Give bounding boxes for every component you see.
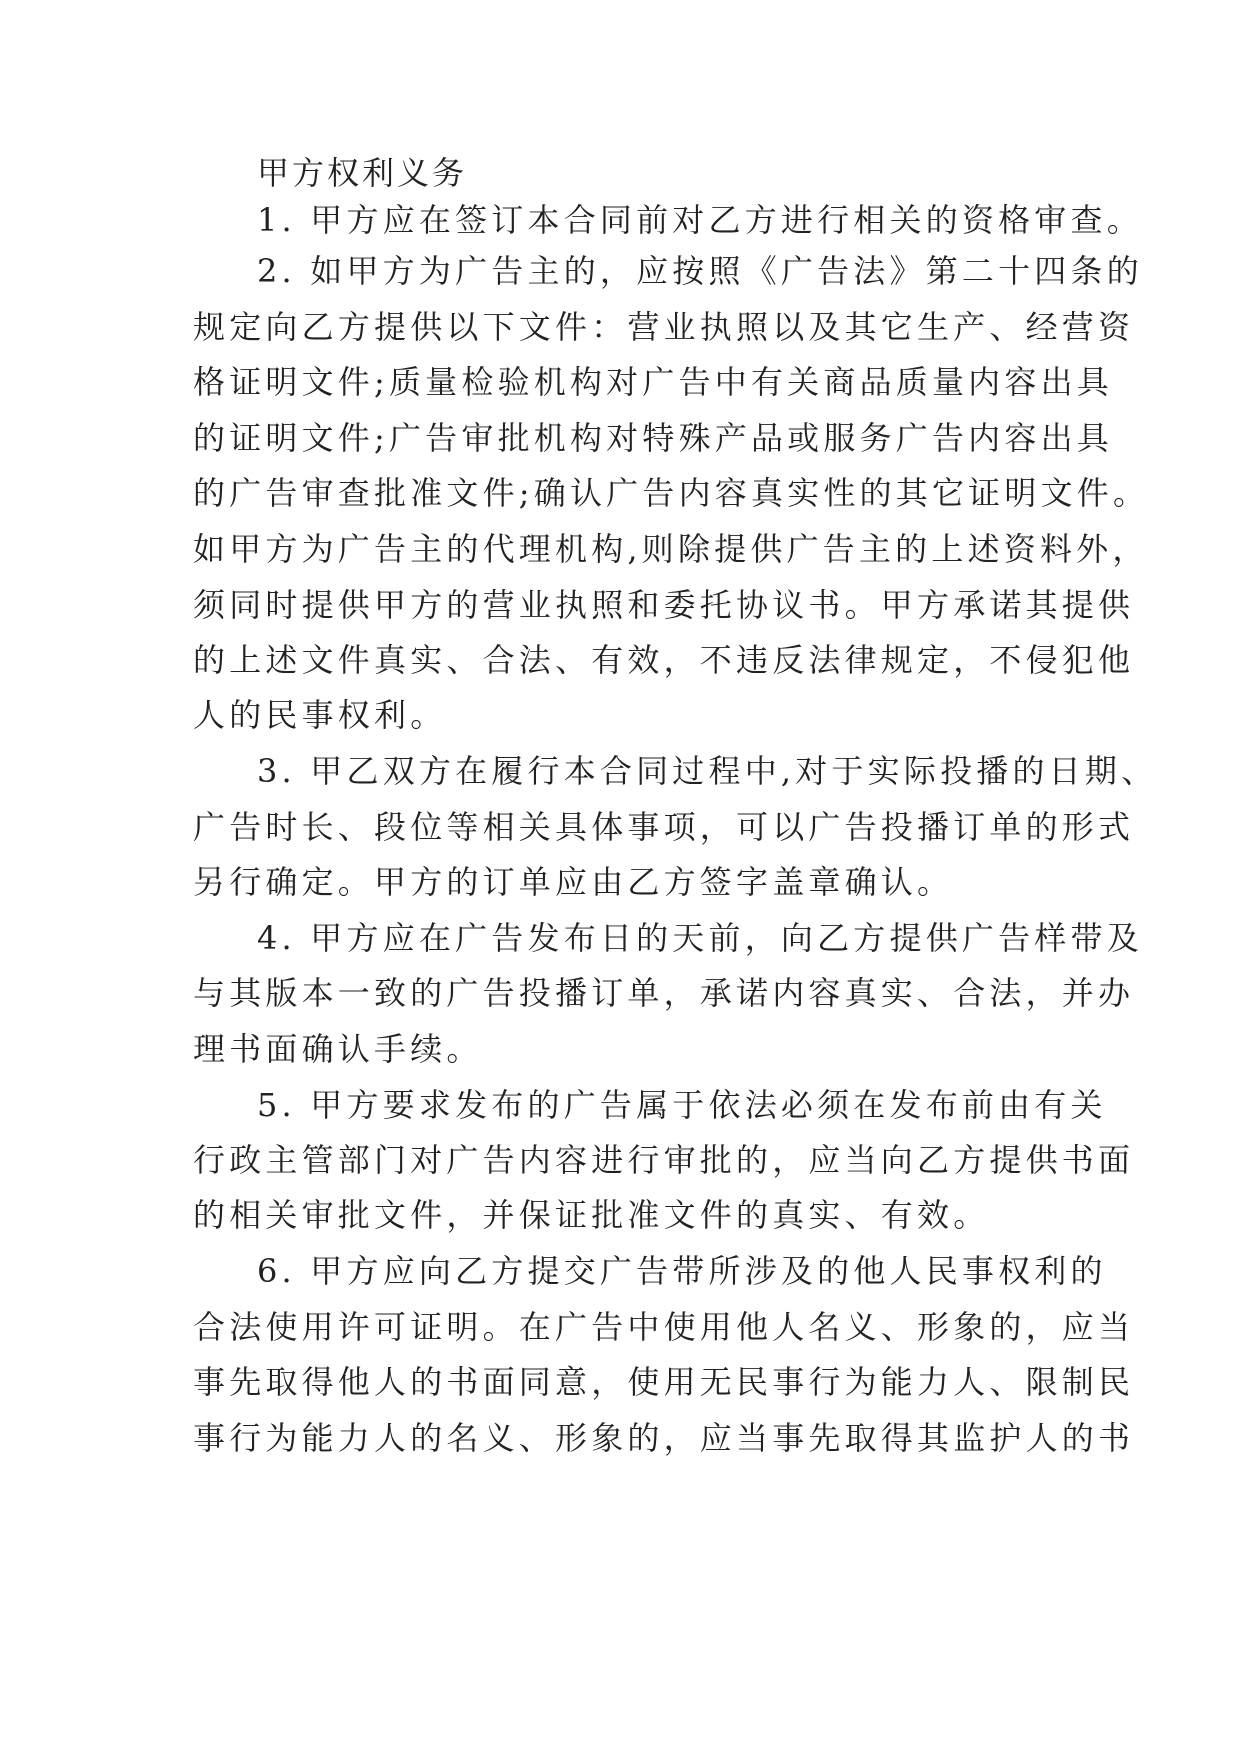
paragraph-line: 1. 甲方应在签订本合同前对乙方进行相关的资格审查。 [257,201,1143,239]
paragraph-line: 3. 甲乙双方在履行本合同过程中,对于实际投播的日期、 [257,752,1158,790]
paragraph-line: 另行确定。甲方的订单应由乙方签字盖章确认。 [193,863,954,901]
paragraph-line: 理书面确认手续。 [193,1030,483,1068]
paragraph-line: 人的民事权利。 [193,696,447,734]
paragraph-line: 合法使用许可证明。在广告中使用他人名义、形象的，应当 [193,1308,1135,1346]
paragraph-line: 的证明文件;广告审批机构对特殊产品或服务广告内容出具 [193,419,1113,457]
paragraph-line: 的相关审批文件，并保证批准文件的真实、有效。 [193,1196,990,1234]
paragraph-line: 的上述文件真实、合法、有效，不违反法律规定，不侵犯他 [193,641,1135,679]
paragraph-line: 广告时长、段位等相关具体事项，可以广告投播订单的形式 [193,808,1135,846]
paragraph-line: 的广告审查批准文件;确认广告内容真实性的其它证明文件。 [193,474,1150,512]
paragraph-line: 6. 甲方应向乙方提交广告带所涉及的他人民事权利的 [257,1252,1107,1290]
paragraph-line: 如甲方为广告主的代理机构,则除提供广告主的上述资料外， [193,530,1149,568]
paragraph-line: 事行为能力人的名义、形象的，应当事先取得其监护人的书 [193,1419,1135,1457]
paragraph-line: 与其版本一致的广告投播订单，承诺内容真实、合法，并办 [193,974,1135,1012]
paragraph-line: 事先取得他人的书面同意，使用无民事行为能力人、限制民 [193,1363,1135,1401]
paragraph-line: 规定向乙方提供以下文件：营业执照以及其它生产、经营资 [193,308,1135,346]
paragraph-line: 行政主管部门对广告内容进行审批的，应当向乙方提供书面 [193,1141,1135,1179]
paragraph-line: 格证明文件;质量检验机构对广告中有关商品质量内容出具 [193,363,1113,401]
paragraph-line: 5. 甲方要求发布的广告属于依法必须在发布前由有关 [257,1086,1107,1124]
paragraph-line: 2. 如甲方为广告主的，应按照《广告法》第二十四条的 [257,252,1143,290]
paragraph-line: 4. 甲方应在广告发布日的天前，向乙方提供广告样带及 [257,919,1143,957]
section-heading: 甲方权利义务 [257,154,468,192]
paragraph-line: 须同时提供甲方的营业执照和委托协议书。甲方承诺其提供 [193,586,1135,624]
